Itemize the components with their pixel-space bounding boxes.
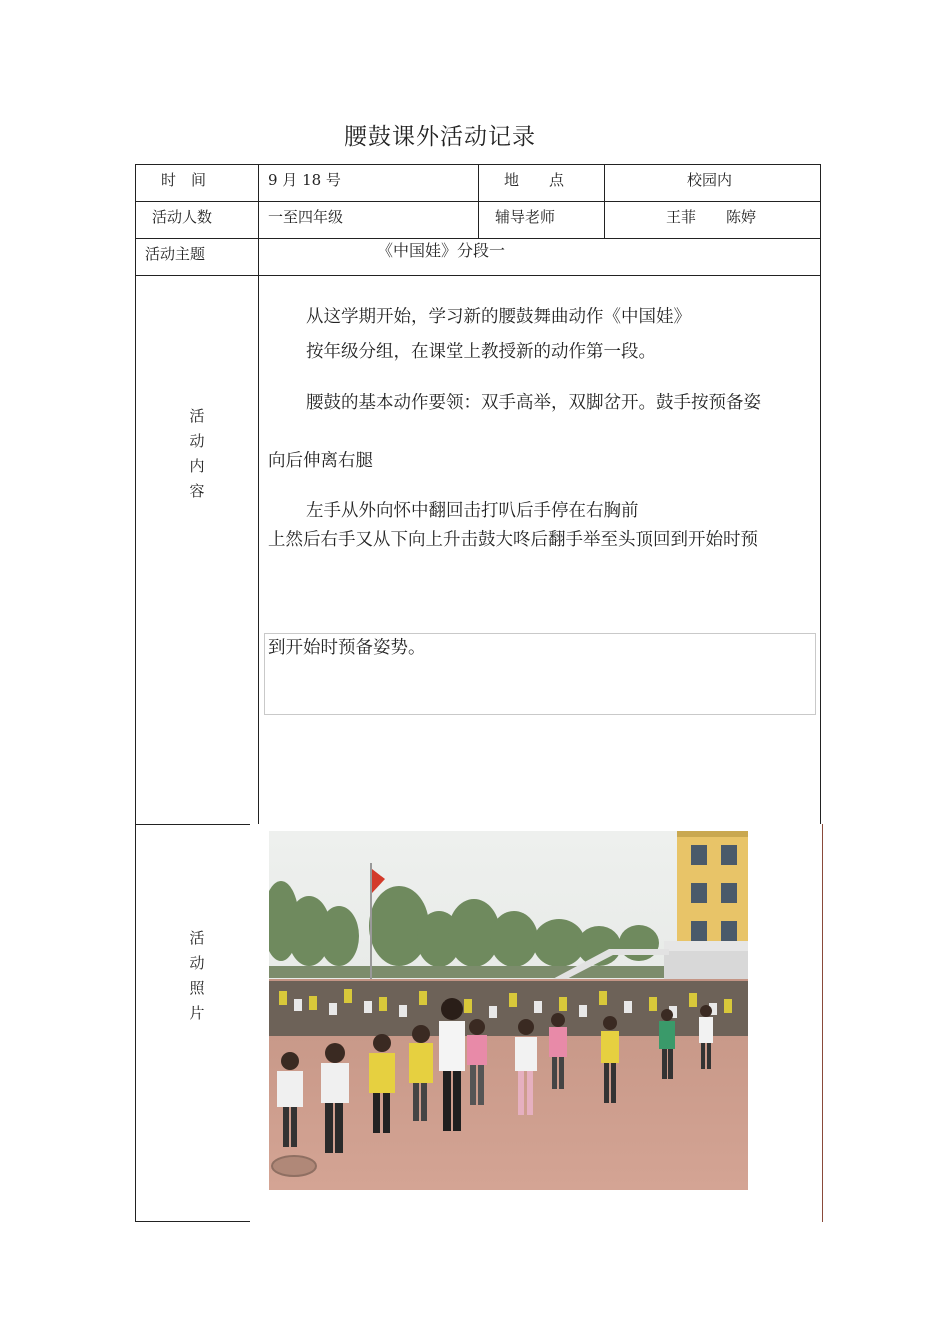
grid-line bbox=[135, 164, 136, 1222]
theme-value: 《中国娃》分段一 bbox=[377, 241, 506, 260]
place-label: 地 点 bbox=[504, 171, 565, 189]
content-paragraph: 左手从外向怀中翻回击打叭后手停在右胸前 bbox=[306, 501, 639, 521]
content-label-char: 内 bbox=[189, 457, 205, 475]
time-value: 9 月 18 号 bbox=[268, 171, 341, 189]
content-paragraph: 向后伸离右腿 bbox=[268, 451, 373, 471]
content-paragraph: 按年级分组，在课堂上教授新的动作第一段。 bbox=[306, 342, 656, 362]
people-label: 活动人数 bbox=[152, 208, 213, 226]
grid-line bbox=[135, 1221, 250, 1222]
activity-photo bbox=[269, 831, 748, 1190]
grid-line bbox=[258, 164, 259, 824]
photo-label-char: 活 bbox=[189, 929, 205, 947]
teacher-label: 辅导老师 bbox=[495, 208, 556, 226]
place-value: 校园内 bbox=[687, 171, 733, 189]
grid-line bbox=[135, 238, 821, 239]
content-label-char: 容 bbox=[189, 482, 205, 500]
content-paragraph: 上然后右手又从下向上升击鼓大咚后翻手举至头顶回到开始时预 bbox=[268, 530, 758, 550]
content-paragraph: 腰鼓的基本动作要领：双手高举，双脚岔开。鼓手按预备姿 bbox=[306, 393, 761, 413]
grid-line bbox=[820, 164, 821, 824]
content-label-char: 动 bbox=[189, 432, 205, 450]
time-label: 时 间 bbox=[161, 171, 207, 189]
grid-line bbox=[478, 164, 479, 238]
photo-label-char: 动 bbox=[189, 954, 205, 972]
grid-line bbox=[822, 824, 823, 1222]
grid-line bbox=[135, 824, 250, 825]
theme-label: 活动主题 bbox=[145, 245, 206, 263]
photo-label-char: 照 bbox=[189, 979, 205, 997]
grid-line bbox=[604, 164, 605, 238]
page-title: 腰鼓课外活动记录 bbox=[344, 124, 536, 150]
content-paragraph: 从这学期开始，学习新的腰鼓舞曲动作《中国娃》 bbox=[306, 307, 691, 327]
grid-line bbox=[135, 275, 821, 276]
teacher-value: 王菲 陈婷 bbox=[666, 208, 757, 226]
people-value: 一至四年级 bbox=[268, 208, 344, 226]
photo-label-char: 片 bbox=[189, 1004, 205, 1022]
content-box-text: 到开始时预备姿势。 bbox=[268, 638, 426, 658]
content-label-char: 活 bbox=[189, 407, 205, 425]
